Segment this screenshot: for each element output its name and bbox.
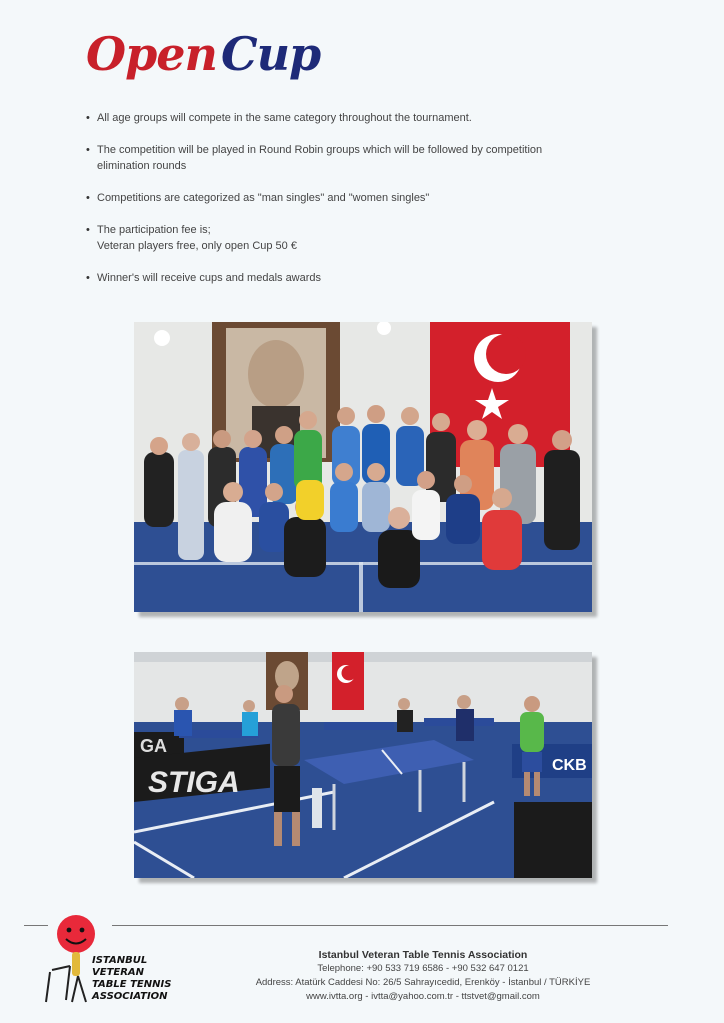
list-item: • The participation fee is; Veteran players free, only open Cup 50 € (86, 222, 666, 254)
tournament-photo (134, 652, 592, 878)
footer-web: www.ivtta.org - ivtta@yahoo.com.tr - ttstvet@gmail.com (306, 991, 540, 1002)
footer-divider-right (112, 925, 668, 926)
paddle-icon (57, 915, 95, 953)
footer-contact (200, 948, 646, 1004)
group-photo (134, 322, 592, 612)
list-item: • Winner's will receive cups and medals awards (86, 270, 666, 286)
banner-ckb-text: CKB (552, 757, 587, 774)
banner-ga-text: GA (140, 736, 167, 756)
list-item: • All age groups will compete in the same category throughout the tournament. (86, 110, 666, 126)
banner-stiga-text: STIGA (148, 766, 240, 799)
page-title (86, 26, 320, 82)
title-open: Open (86, 27, 217, 81)
footer-address: Address: Atatürk Caddesi No: 26/5 Sahrayıcedid, Erenköy - İstanbul / TÜRKİYE (255, 977, 591, 988)
list-item: • Competitions are categorized as "man singles" and "women singles" (86, 190, 666, 206)
footer-telephone: Telephone: +90 533 719 6586 - +90 532 647 0121 (317, 963, 529, 974)
logo-text: ISTANBUL VETERAN TABLE TENNIS ASSOCIATION (92, 955, 172, 1002)
footer-org-name: Istanbul Veteran Table Tennis Association (318, 949, 528, 961)
info-list (86, 110, 666, 302)
list-item: • The competition will be played in Round Robin groups which will be followed by competition elimination rounds (86, 142, 666, 174)
title-cup: Cup (220, 27, 321, 81)
